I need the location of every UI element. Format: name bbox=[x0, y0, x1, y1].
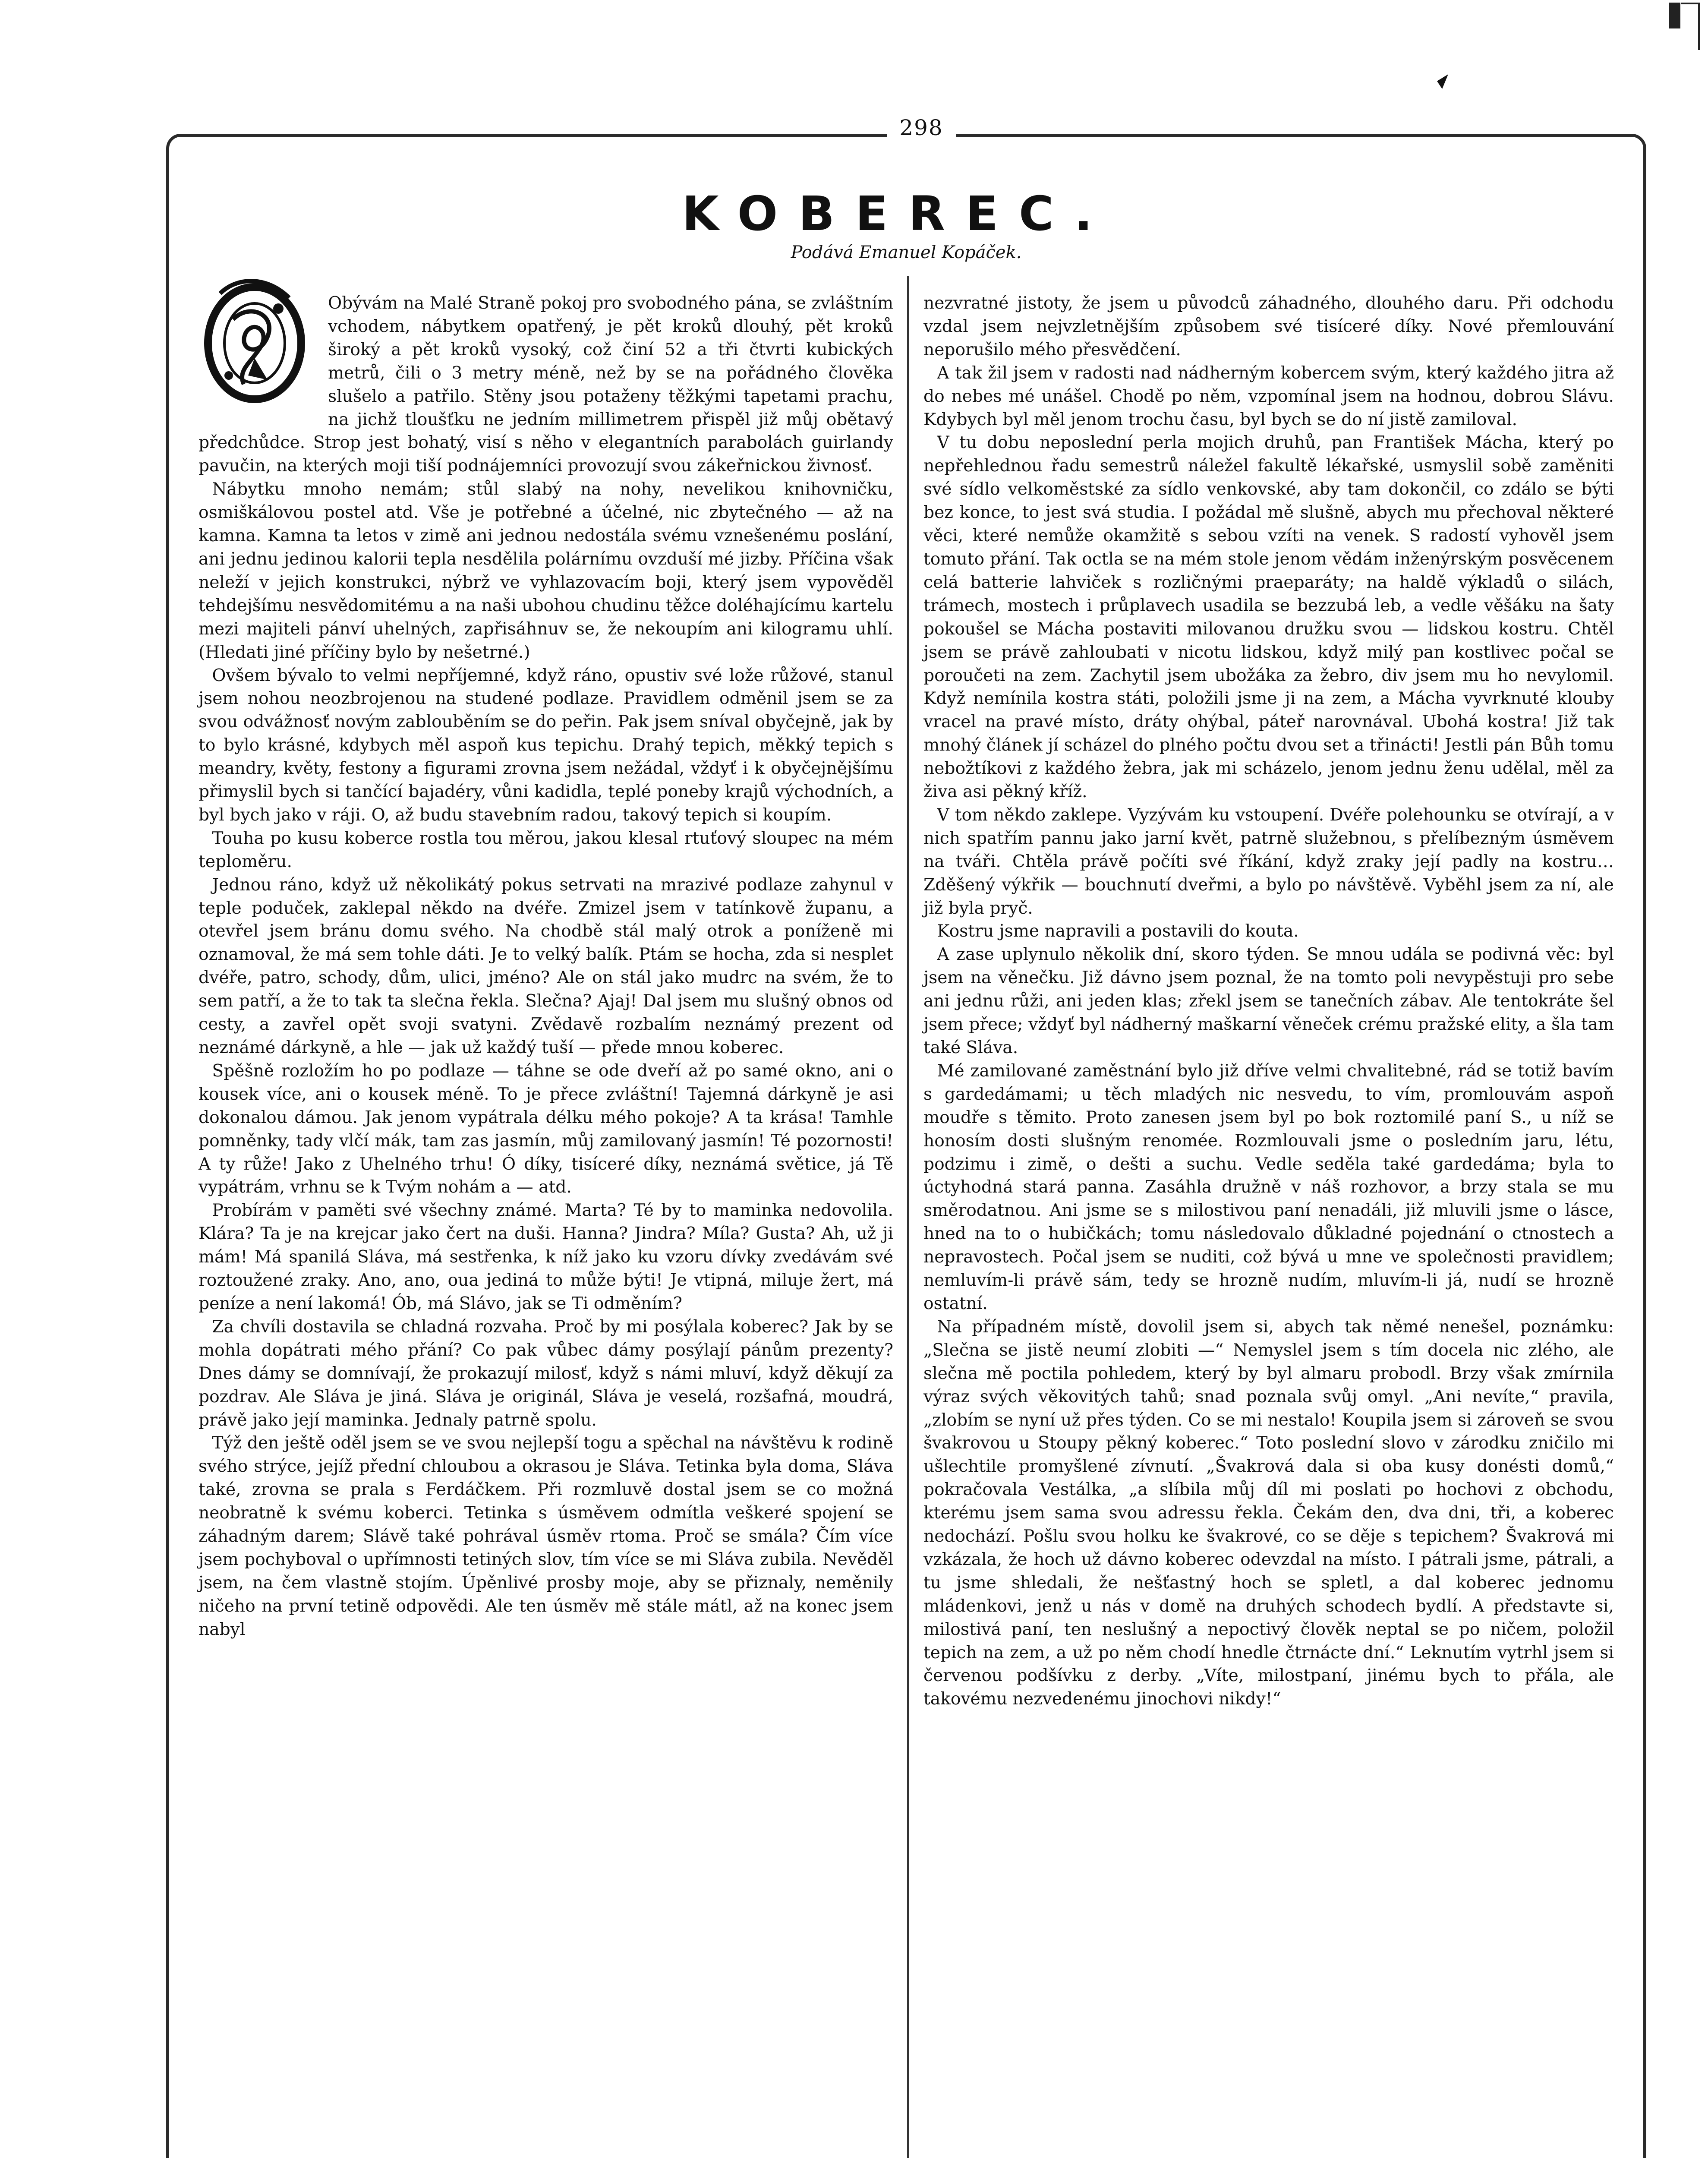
ink-blot-icon bbox=[1433, 73, 1450, 91]
article-column-left bbox=[199, 292, 893, 1641]
scan-mark bbox=[1681, 3, 1698, 4]
paragraph: Mé zamilované zaměstnání bylo již dříve velmi chvalitebné, rád se totiž bavím s gardedámami; u těch mladých nic nesvedu, to vím, promlouvám aspoň moudře s těmito. Proto zanesen jsem byl po bok roztomilé paní S., u níž se honosím dosti slušným renomée. Rozmlouvali jsme o posledním jaru, létu, podzimu i zimě, o dešti a suchu. Vedle seděla také gardedáma; byla to úctyhodná stará panna. Zasáhla družně v náš rozhovor, a brzy stala se mu směrodatnou. Ani jsme se s milostivou paní nenadáli, již mluvili jsme o lásce, hned na to o hubičkách; tomu následovalo důkladné pojednání o ctnostech a nepravostech. Počal jsem se nuditi, což bývá u mne ve společnosti pravidlem; nemluvím-li právě sám, tedy se hrozně nudím, mluvím-li já, nudí se hrozně ostatní. bbox=[923, 1061, 1614, 1313]
article-column-right bbox=[923, 292, 1614, 1711]
paragraph: V tom někdo zaklepe. Vyzývám ku vstoupení. Dvéře polehounku se otvírají, a v nich spatřím pannu jako jarní květ, patrně služebnou, s přelíbezným úsměvem na tváři. Chtěla právě počíti své říkání, když zraky její padly na kostru… Zděšený výkřik — bouchnutí dveřmi, a bylo po návštěvě. Vyběhl jsem za ní, ale již byla pryč. bbox=[923, 805, 1614, 918]
scan-mark bbox=[1669, 3, 1680, 28]
paragraph: A zase uplynulo několik dní, skoro týden. Se mnou udála se podivná věc: byl jsem na věnečku. Již dávno jsem poznal, že na tomto poli nevypěstuji pro sebe ani jednu růži, ani jeden klas; zřekl jsem se tanečních zábav. Ale tentokráte šel jsem přece; vždyť byl nádherný maškarní věneček crému pražské elity, a šla tam také Sláva. bbox=[923, 945, 1614, 1057]
paragraph: Nábytku mnoho nemám; stůl slabý na nohy, nevelikou knihovničku, osmiškálovou postel atd. Vše je potřebné a účelné, nic zbytečného — až na kamna. Kamna ta letos v zimě ani jednou nedostála svému vznešenému poslání, ani jednu jedinou kalorii tepla nesdělila polárnímu ovzduší mé jizby. Příčina však neleží v jejich konstrukci, nýbrž ve vyhlazovacím boji, který jsem vypověděl tehdejšímu nesvědomitému a na naši ubohou chudinu těžce doléhajícímu kartelu mezi majiteli pánví uhelných, zapřisáhnuv se, že nekoupím ani kilogramu uhlí. (Hledati jiné příčiny bylo by nešetrné.) bbox=[199, 480, 893, 662]
paragraph: Na případném místě, dovolil jsem si, abych tak němé nenešel, poznámku: „Slečna se jistě neumí zlobiti —“ Nemyslel jsem s tím docela nic zlého, ale slečna mě poctila pohledem, který by byl almaru probodl. Brzy však zmírnila výraz svých věkovitých tahů; snad poznala svůj omyl. „Ani nevíte,“ pravila, „zlobím se nyní už přes týden. Co se mi nestalo! Koupila jsem si zároveň se svou švakrovou u Stoupy pěkný koberec.“ Toto poslední slovo v zárodku zničilo mi ušlechtile promyšlené zívnutí. „Švakrová dala si oba kusy donésti domů,“ pokračovala Vestálka, „a slíbila můj díl mi poslati po hochovi z obchodu, kterému jsem sama svou adressu řekla. Čekám den, dva dni, tři, a koberec nedochází. Pošlu svou holku ke švakrové, co se děje s tepichem? Švakrová mi vzkázala, že hoch už dávno koberec odevzdal na místo. I pátrali jsme, pátrali, a tu jsme shledali, že nešťastný hoch se spletl, a dal koberec jednomu mládenkovi, jenž u nás v domě na druhých schodech bydlí. A představte si, milostivá paní, ten neslušný a nepoctivý člověk neptal se po ničem, položil tepich na zem, a už po něm chodí hnedle čtrnácte dní.“ Leknutím vytrhl jsem si červenou podšívku z derby. „Víte, milostpaní, jinému bych to přála, ale takovému nezvedenému jinochovi nikdy!“ bbox=[923, 1317, 1614, 1709]
article-byline: Podává Emanuel Kopáček. bbox=[791, 243, 1022, 262]
paragraph: Ovšem bývalo to velmi nepříjemné, když ráno, opustiv své lože růžové, stanul jsem nohou neozbrojenou na studené podlaze. Pravidlem odměnil jsem se za svou odvážnosť novým zablouběním se do peřin. Pak jsem sníval obyčejně, jak by to bylo krásné, kdybych měl aspoň kus tepichu. Drahý tepich, měkký tepich s meandry, květy, festony a figurami zrovna jsem nežádal, vždyť i k obyčejnějšímu přimyslil bych si tančící bajadéry, vůni kadidla, teplé poneby krajů východních, a byl bych jako v ráji. O, až budu stavebním radou, takový tepich si koupím. bbox=[199, 666, 893, 825]
scan-mark bbox=[1698, 3, 1700, 50]
paragraph: nezvratné jistoty, že jsem u původců záhadného, dlouhého daru. Při odchodu vzdal jsem nejvzletnějším způsobem své tisíceré díky. Nové přemlouvání neporušilo mého přesvědčení. bbox=[923, 293, 1614, 360]
paragraph: Touha po kusu koberce rostla tou měrou, jakou klesal rtuťový sloupec na mém teploměru. bbox=[199, 828, 893, 871]
paragraph: Za chvíli dostavila se chladná rozvaha. Proč by mi posýlala koberec? Jak by se mohla dopátrati mého přání? Co pak vůbec dámy posýlají pánům prezenty? Dnes dámy se domnívají, že prokazují milosť, když s námi mluví, když děkují za pozdrav. Ale Sláva je jiná. Sláva je originál, Sláva je veselá, rozšafná, moudrá, právě jako její maminka. Jednaly patrně spolu. bbox=[199, 1317, 893, 1430]
paragraph: Obývám na Malé Straně pokoj pro svobodného pána, se zvláštním vchodem, nábytkem opatřený, je pět kroků dlouhý, pět kroků široký a pět kroků vysoký, což činí 52 a tři čtvrti kubických metrů, čili o 3 metry méně, než by se na pořádného člověka slušelo a patřilo. Stěny jsou potaženy těžkými tapetami prachu, na jichž tloušťku ne jedním millimetrem přispěl již můj obětavý předchůdce. Strop jest bohatý, visí s něho v elegantních parabolách guirlandy pavučin, na kterých moji tiší podnájemníci provozují svou zákeřnickou živnosť. bbox=[199, 293, 893, 476]
paragraph: Probírám v paměti své všechny známé. Marta? Té by to maminka nedovolila. Klára? Ta je na krejcar jako čert na duši. Hanna? Jindra? Míla? Gusta? Ah, už ji mám! Má spanilá Sláva, má sestřenka, k níž jako ku vzoru dívky zvedávám své roztoužené zraky. Ano, ano, oua jediná to může býti! Je vtipná, miluje žert, má peníze a není lakomá! Ób, má Slávo, jak se Ti odměním? bbox=[199, 1201, 893, 1313]
paragraph: Spěšně rozložím ho po podlaze — táhne se ode dveří až po samé okno, ani o kousek více, ani o kousek méně. To je přece zvláštní! Tajemná dárkyně je asi dokonalou dámou. Jak jenom vypátrala délku mého pokoje? A ta krása! Tamhle pomněnky, tady vlčí mák, tam zas jasmín, můj zamilovaný jasmín! Té pozornosti! A ty růže! Jako z Uhelného trhu! Ó díky, tisíceré díky, neznámá světice, já Tě vypátrám, vrhnu se k Tvým nohám a — atd. bbox=[199, 1061, 893, 1197]
paragraph: Týž den ještě oděl jsem se ve svou nejlepší togu a spěchal na návštěvu k rodině svého strýce, jejíž přední chloubou a okrasou je Sláva. Tetinka byla doma, Sláva také, zrovna se prala s Ferdáčkem. Při rozmluvě dostal jsem se co možná neobratně k svému koberci. Tetinka s úsměvem odmítla veškeré spojení se záhadným darem; Slávě také pohrával úsměv rtoma. Proč se smála? Čím více jsem pochyboval o upřímnosti tetiných slov, tím více se mi Sláva zubila. Nevěděl jsem, na čem vlastně stojím. Úpěnlivé prosby moje, aby se přiznaly, neměnily ničeho na první tetině odpovědi. Ale ten úsměv mě stále mátl, až na konec jsem nabyl bbox=[199, 1433, 893, 1639]
paragraph: Kostru jsme napravili a postavili do kouta. bbox=[937, 921, 1299, 941]
page-number: 298 bbox=[887, 110, 956, 145]
article-title: KOBEREC. bbox=[682, 186, 1113, 241]
paragraph: Jednou ráno, když už několikátý pokus setrvati na mrazivé podlaze zahynul v teple poduček, zaklepal někdo na dvéře. Zmizel jsem v tatínkově županu, a otevřel jsem bránu domu svého. Na chodbě stál malý otrok a poníženě mi oznamoval, že má sem tohle dáti. Je to velký balík. Ptám se hocha, zda si nesplet dvéře, patro, schody, dům, ulici, jméno? Ale on stál jako mudrc na svém, že to sem patří, a že to tak ta slečna řekla. Slečna? Ajaj! Dal jsem mu slušný obnos od cesty, a zavřel opět svoji svatyni. Zvědavě rozbalím neznámý prezent od neznámé dárkyně, a hle — jak už každý tuší — přede mnou koberec. bbox=[199, 875, 893, 1057]
paragraph: A tak žil jsem v radosti nad nádherným kobercem svým, který každého jitra až do nebes mé unášel. Chodě po něm, vzpomínal jsem na hodnou, dobrou Slávu. Kdybych byl měl jenom trochu času, byl bych se do ní jistě zamiloval. bbox=[923, 363, 1614, 429]
paragraph: V tu dobu neposlední perla mojich druhů, pan František Mácha, který po nepřehlednou řadu semestrů náležel fakultě lékařské, usmyslil sobě zaměniti své sídlo velkoměstské za sídlo venkovské, aby tam dokončil, co zdálo se býti bez konce, to jest svá studia. I požádal mě slušně, abych mu přechoval některé věci, které nemůže okamžitě s sebou vzíti na venek. S radostí vyhověl jsem tomuto přání. Tak octla se na mém stole jenom vědám inženýrským posvěcenem celá batterie lahviček s rozličnými praeparáty; na haldě výkladů o silách, trámech, mostech i průplavech usadila se bezzubá leb, a vedle věšáku na šaty pokoušel se Mácha postaviti milovanou družku svou — lidskou kostru. Chtěl jsem se právě zahloubati v nicotu lidskou, když milý pan kostlivec počal se poroučeti na zem. Zachytil jsem ubožáka za žebro, div jsem mu ho nevylomil. Když nemínila kostra státi, položili jsme ji na zem, a Mácha vyvrknuté klouby vracel na pravé místo, dráty ohýbal, páteř narovnával. Ubohá kostra! Již tak mnohý článek jí scházel do plného počtu dvou set a třinácti! Jestli pán Bůh tomu nebožtíkovi z každého žebra, jak mi scházelo, jenom jednu ženu udělal, měl za živa asi pěkný kříž. bbox=[923, 433, 1614, 802]
column-divider bbox=[907, 276, 909, 2158]
